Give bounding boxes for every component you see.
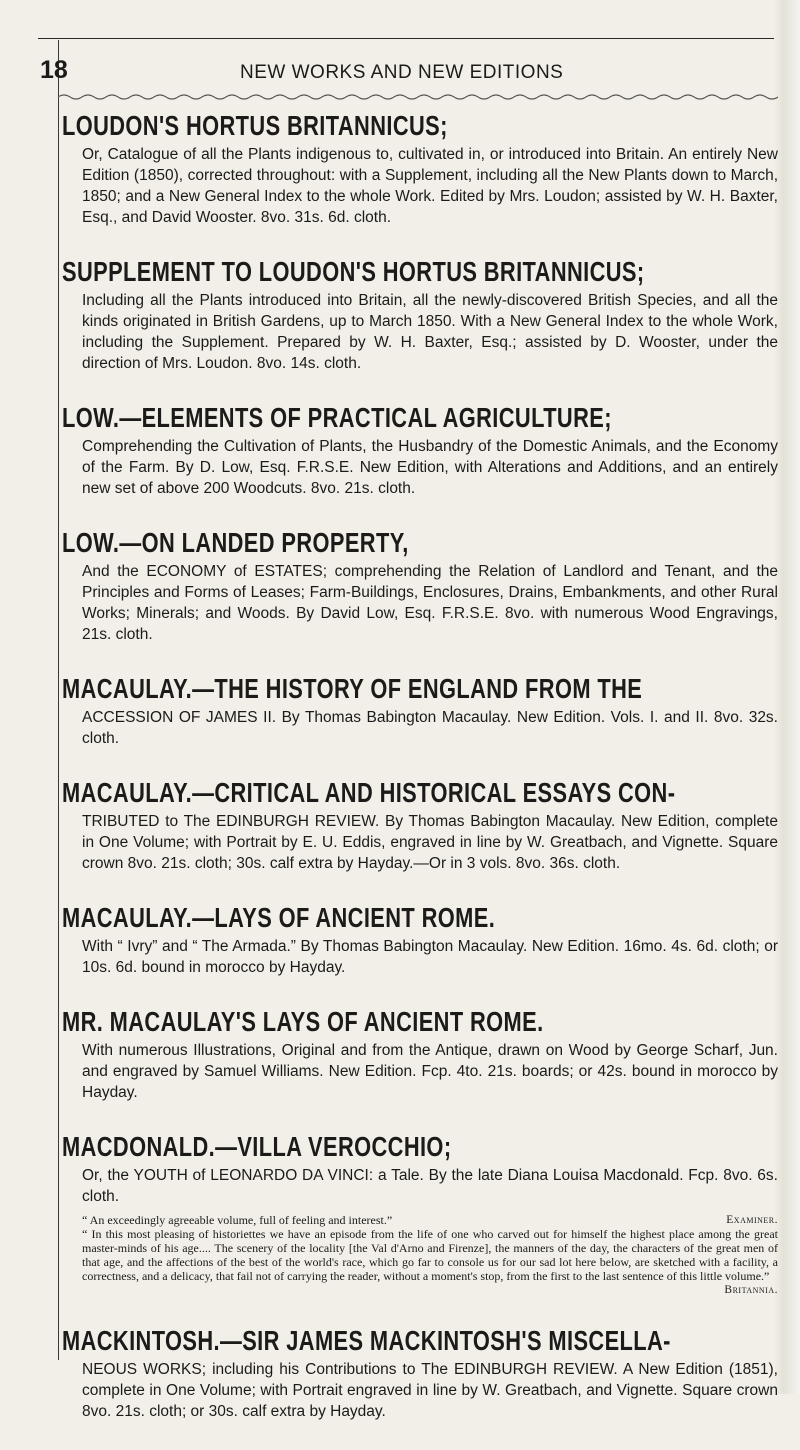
entry-title: LOW.—ON LANDED PROPERTY, bbox=[62, 527, 409, 558]
quote-text: “ In this most pleasing of historiettes we have an episode from the life of one who carved out for himself the highest place among the great master-minds of his age.... The scenery of the locality [the Val d'Arno and Firenze], the manners of the day, the characters of the great men of that age, and the affections of the best of the world's race, which go far to console us for our sad lot here below, are sketched with a facility, a correctness, and a delicacy, that fail not of carrying the reader, without a moment's stop, from the first to the last sentence of this little volume.” bbox=[82, 1227, 778, 1283]
entry-body: And the ECONOMY of ESTATES; comprehending the Relation of Landlord and Tenant, and the Principles and Forms of Leases; Farm-Buildings, Enclosures, Drains, Embankments, and other Rural Works; Minerals; and Woods. By David Low, Esq. F.R.S.E. 8vo. with numerous Wood Engravings, 21s. cloth. bbox=[82, 563, 778, 643]
entry-body: Including all the Plants introduced into Britain, all the newly-discovered British Species, and all the kinds originated in British Gardens, up to March 1850. With a New General Index to the whole Work, including the Supplement. Prepared by W. H. Baxter, Esq.; assisted by D. Wooster, under the direction of Mrs. Loudon. 8vo. 14s. cloth. bbox=[82, 292, 778, 372]
entry-low-agriculture bbox=[62, 402, 778, 499]
catalogue-entries bbox=[62, 110, 778, 1450]
running-head: NEW WORKS AND NEW EDITIONS bbox=[240, 62, 564, 83]
entry-body: Comprehending the Cultivation of Plants, the Husbandry of the Domestic Animals, and the Economy of the Farm. By D. Low, Esq. F.R.S.E. New Edition, with Alterations and Additions, and an entirely new set of above 200 Woodcuts. 8vo. 21s. cloth. bbox=[82, 438, 778, 497]
entry-body: NEOUS WORKS; including his Contributions to The EDINBURGH REVIEW. A New Edition (1851), complete in One Volume; with Portrait engraved in line by W. Greatbach, and Vignette. Square crown 8vo. 21s. cloth; or 30s. calf extra by Hayday. bbox=[82, 1361, 778, 1420]
entry-macaulay-lays bbox=[62, 902, 778, 978]
entry-title: LOUDON'S HORTUS BRITANNICUS; bbox=[62, 110, 448, 141]
review-quote bbox=[82, 1227, 778, 1283]
entry-title: MACAULAY.—LAYS OF ANCIENT ROME. bbox=[62, 902, 496, 933]
quote-source: Examiner. bbox=[726, 1214, 778, 1226]
top-rule bbox=[38, 38, 798, 39]
review-quotes bbox=[62, 1213, 778, 1297]
page-number: 18 bbox=[40, 56, 68, 84]
quote-text: “ An exceedingly agreeable volume, full of feeling and interest.” bbox=[82, 1213, 393, 1227]
review-quote bbox=[82, 1213, 778, 1227]
entry-macaulay-history bbox=[62, 673, 778, 749]
decorative-wavy-rule bbox=[58, 92, 778, 102]
entry-body: Or, the YOUTH of LEONARDO DA VINCI: a Tale. By the late Diana Louisa Macdonald. Fcp. 8vo. 6s. cloth. bbox=[82, 1167, 778, 1205]
entry-loudon-hortus bbox=[62, 110, 778, 228]
entry-low-landed-property bbox=[62, 527, 778, 645]
entry-title: MACAULAY.—CRITICAL AND HISTORICAL ESSAYS CON- bbox=[62, 777, 676, 808]
page-header bbox=[40, 56, 780, 88]
entry-title: SUPPLEMENT TO LOUDON'S HORTUS BRITANNICUS; bbox=[62, 256, 645, 287]
quote-source: Britannia. bbox=[724, 1284, 778, 1296]
entry-macaulay-essays bbox=[62, 777, 778, 874]
entry-title: MR. MACAULAY'S LAYS OF ANCIENT ROME. bbox=[62, 1006, 544, 1037]
entry-supplement-loudon bbox=[62, 256, 778, 374]
entry-body: With “ Ivry” and “ The Armada.” By Thomas Babington Macaulay. New Edition. 16mo. 4s. 6d. cloth; or 10s. 6d. bound in morocco by Hayday. bbox=[82, 938, 778, 976]
entry-title: MACDONALD.—VILLA VEROCCHIO; bbox=[62, 1131, 452, 1162]
entry-title: MACAULAY.—THE HISTORY OF ENGLAND FROM THE bbox=[62, 673, 643, 704]
entry-mr-macaulay-lays bbox=[62, 1006, 778, 1103]
entry-title: MACKINTOSH.—SIR JAMES MACKINTOSH'S MISCELLA- bbox=[62, 1325, 671, 1356]
entry-body: Or, Catalogue of all the Plants indigenous to, cultivated in, or introduced into Britain. An entirely New Edition (1850), corrected throughout: with a Supplement, including all the New Plants down to March, 1850; and a New General Index to the whole Work. Edited by Mrs. Loudon; assisted by W. H. Baxter, Esq., and David Wooster. 8vo. 31s. 6d. cloth. bbox=[82, 146, 778, 226]
left-margin-rule bbox=[58, 40, 59, 1360]
entry-body: With numerous Illustrations, Original and from the Antique, drawn on Wood by George Scharf, Jun. and engraved by Samuel Williams. New Edition. Fcp. 4to. 21s. boards; or 42s. bound in morocco by Hayday. bbox=[82, 1042, 778, 1101]
entry-body: ACCESSION OF JAMES II. By Thomas Babington Macaulay. New Edition. Vols. I. and II. 8vo. 32s. cloth. bbox=[82, 709, 778, 747]
entry-macdonald-villa bbox=[62, 1131, 778, 1297]
entry-title: LOW.—ELEMENTS OF PRACTICAL AGRICULTURE; bbox=[62, 402, 612, 433]
entry-body: TRIBUTED to The EDINBURGH REVIEW. By Thomas Babington Macaulay. New Edition, complete in One Volume; with Portrait by E. U. Eddis, engraved in line by W. Greatbach, and Vignette. Square crown 8vo. 21s. cloth; 30s. calf extra by Hayday.—Or in 3 vols. 8vo. 36s. cloth. bbox=[82, 813, 778, 872]
entry-mackintosh-works bbox=[62, 1325, 778, 1422]
